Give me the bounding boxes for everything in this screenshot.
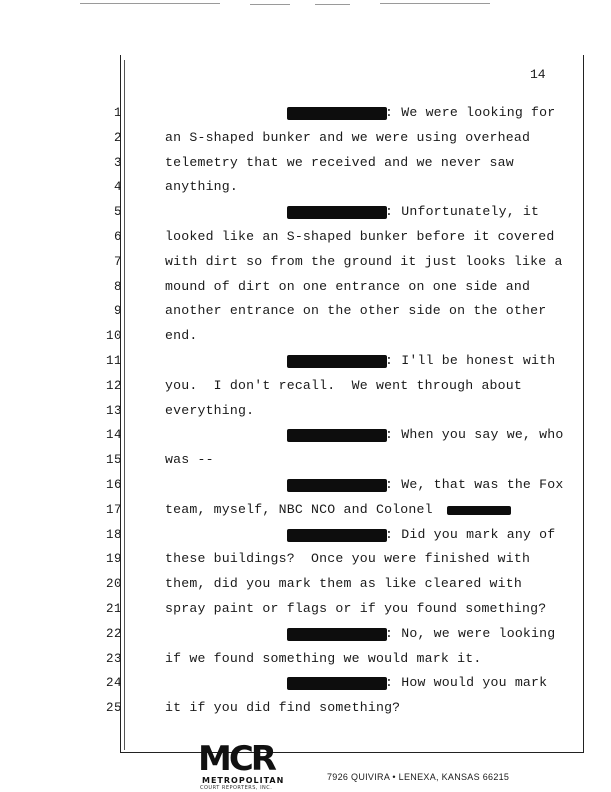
speaker-line-text: : Did you mark any of: [385, 526, 556, 542]
transcript-line-text: everything.: [165, 402, 255, 418]
line-number: 12: [105, 378, 122, 393]
transcript-line-text: with dirt so from the ground it just looks like a: [165, 253, 563, 269]
speaker-line-text: : No, we were looking: [385, 625, 556, 641]
redaction-bar: [287, 628, 387, 641]
line-number: 2: [113, 130, 122, 145]
line-number: 22: [105, 626, 122, 641]
line-number: 1: [113, 106, 122, 120]
margin-rule: [124, 60, 125, 750]
line-number: 9: [113, 304, 122, 319]
speaker-line-text: : How would you mark: [385, 675, 548, 691]
redaction-bar: [287, 529, 387, 542]
logo-letters: MCR: [198, 739, 274, 779]
line-number: 23: [105, 651, 122, 666]
speaker-line-text: : We were looking for: [385, 105, 556, 120]
line-number: 5: [113, 205, 122, 220]
line-number: 4: [113, 180, 122, 195]
line-number: 21: [105, 602, 122, 616]
speaker-line-text: : When you say we, who: [385, 427, 564, 443]
line-number: 20: [105, 577, 122, 592]
redaction-bar: [447, 506, 511, 515]
line-number: 15: [105, 453, 122, 468]
redaction-bar: [287, 479, 387, 492]
line-number: 18: [105, 527, 122, 542]
speaker-line-text: : I'll be honest with: [385, 353, 556, 368]
transcript-line-text: it if you did find something?: [165, 700, 401, 716]
speaker-line-text: : We, that was the Fox: [385, 477, 564, 492]
scan-mark: [250, 4, 290, 5]
line-number: 19: [105, 552, 122, 567]
line-number: 7: [113, 254, 122, 269]
line-number: 16: [105, 478, 122, 492]
redaction-bar: [287, 429, 387, 442]
transcript-line-text: was --: [165, 452, 214, 468]
line-number: 6: [113, 230, 122, 244]
line-number: 8: [113, 279, 122, 294]
company-logo: [198, 739, 288, 791]
transcript-line-text: another entrance on the other side on the other: [165, 303, 547, 319]
transcript-line-text: team, myself, NBC NCO and Colonel: [165, 501, 433, 517]
transcript-line-text: mound of dirt on one entrance on one side and: [165, 278, 531, 294]
transcript-line-text: an S-shaped bunker and we were using overhead: [165, 129, 531, 145]
scan-mark: [315, 4, 350, 5]
line-number: 24: [105, 676, 122, 691]
transcript-line-text: anything.: [165, 179, 239, 195]
transcript-line-text: if we found something we would mark it.: [165, 650, 482, 666]
footer-address: 7926 QUIVIRA • LENEXA, KANSAS 66215: [327, 772, 510, 782]
line-number: 11: [105, 354, 122, 368]
transcript-line-text: telemetry that we received and we never saw: [165, 154, 514, 170]
line-number: 3: [113, 155, 122, 170]
transcript-line-text: them, did you mark them as like cleared with: [165, 576, 523, 592]
page-number: 14: [530, 67, 546, 82]
redaction-bar: [287, 355, 387, 368]
redaction-bar: [287, 206, 387, 219]
line-number: 10: [105, 329, 122, 344]
logo-tagline: COURT REPORTERS, INC.: [200, 785, 273, 791]
transcript-line-text: these buildings? Once you were finished with: [165, 551, 531, 567]
line-number: 14: [105, 428, 122, 443]
speaker-line-text: : Unfortunately, it: [385, 204, 540, 220]
line-number: 13: [105, 403, 122, 418]
logo-name: METROPOLITAN: [202, 776, 285, 785]
transcript-line-text: spray paint or flags or if you found something?: [165, 601, 547, 616]
scan-mark: [80, 3, 220, 4]
transcript-line-text: you. I don't recall. We went through about: [165, 377, 523, 393]
transcript-line-text: looked like an S-shaped bunker before it covered: [165, 229, 555, 244]
line-number: 17: [105, 502, 122, 517]
redaction-bar: [287, 677, 387, 690]
redaction-bar: [287, 107, 387, 120]
transcript-line-text: end.: [165, 328, 198, 344]
scan-mark: [380, 3, 490, 4]
line-number: 25: [105, 701, 122, 716]
